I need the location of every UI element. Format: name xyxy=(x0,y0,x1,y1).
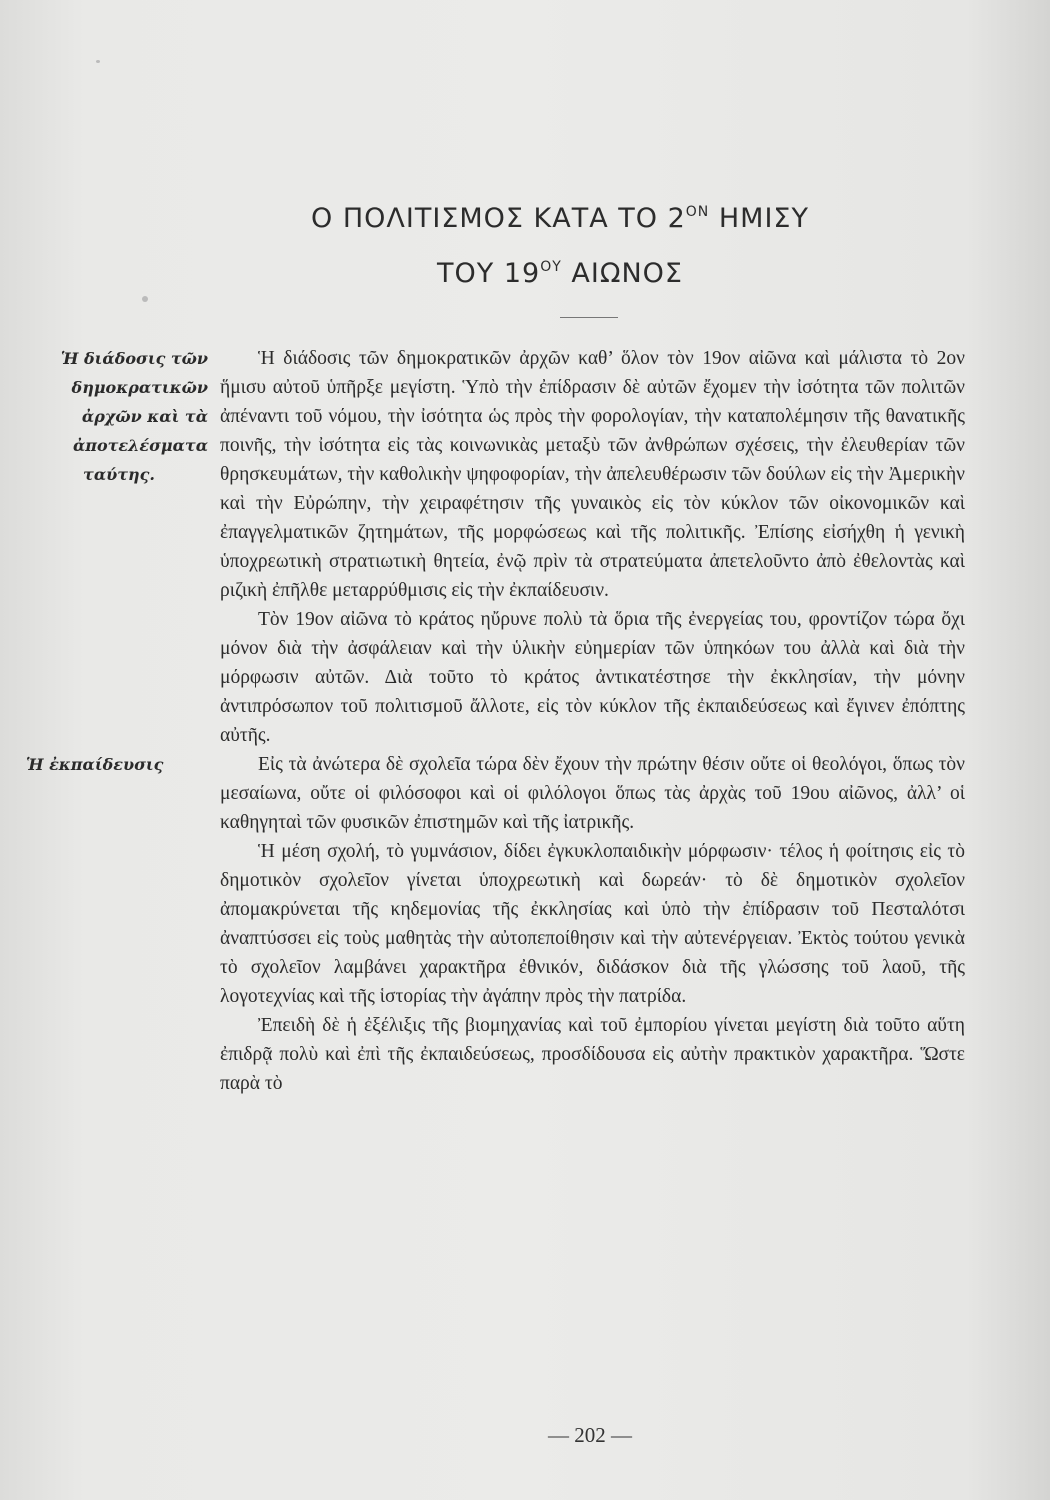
margin-note-diffusion xyxy=(30,344,208,489)
paper-speck xyxy=(96,60,100,63)
margin-note-line: ἀρχῶν καὶ τὰ xyxy=(81,407,208,426)
chapter-title-line-1 xyxy=(35,203,1050,234)
title-line-1-superscript: ΟΝ xyxy=(685,204,710,220)
page-number: — 202 — xyxy=(548,1423,632,1447)
paragraph: Ἐπειδὴ δὲ ἡ ἐξέλιξις τῆς βιομηχανίας καὶ τοῦ ἐμπορίου γίνεται μεγίστη διὰ τοῦτο αὕτη ἐπιδρᾷ πολὺ καὶ ἐπὶ τῆς ἐκπαιδεύσεως, προσδίδουσα εἰς αὐτὴν πρακτικὸν χαρακτῆρα. Ὥστε παρὰ τὸ xyxy=(220,1015,965,1094)
paragraph: Ἡ διάδοσις τῶν δημοκρατικῶν ἀρχῶν καθ’ ὅλον τὸν 19ον αἰῶνα καὶ μάλιστα τὸ 2ον ἥμισυ αὐτοῦ ὑπῆρξε μεγίστη. Ὑπὸ τὴν ἐπίδρασιν δὲ αὐτῶν ἔχομεν τὴν ἰσότητα τῶν πολιτῶν ἀπέναντι τοῦ νόμου, τὴν ἰσότητα ὡς πρὸς τὴν φορολογίαν, τὴν καταπολέμησιν τῆς θανατικῆς ποινῆς, τὴν ἰσότητα εἰς τὰς κοινωνικὰς μεταξὺ τῶν ἀνθρώπων σχέσεις, τὴν ἐλευθερίαν τῶν θρησκευμάτων, τὴν καθολικὴν ψηφοφορίαν, τὴν ἀπελευθέρωσιν τῶν δούλων εἰς τὴν Ἀμερικὴν καὶ τὴν Εὐρώπην, τὴν χειραφέτησιν τῆς γυναικὸς εἰς τὸν κύκλον τῶν οἰκονομικῶν καὶ ἐπαγγελματικῶν ζητημάτων, τῆς μορφώσεως καὶ τῆς πολιτικῆς. Ἐπίσης εἰσήχθη ἡ γενικὴ ὑποχρεωτικὴ στρατιωτικὴ θητεία, ἐνῷ πρὶν τὰ στρατεύματα ἀπετελοῦντο ἀπὸ ἐθελοντὰς καὶ ριζικὴ ἐπῆλθε μεταρρύθμισις εἰς τὴν ἐκπαίδευσιν. xyxy=(220,348,965,601)
chapter-title-line-2 xyxy=(35,258,1050,289)
body-text xyxy=(220,344,965,1098)
margin-note-line: ἀποτελέσματα xyxy=(72,436,208,455)
paragraph: Εἰς τὰ ἀνώτερα δὲ σχολεῖα τώρα δὲν ἔχουν τὴν πρώτην θέσιν οὔτε οἱ θεολόγοι, ὅπως τὸν μεσαίωνα, οὔτε οἱ φιλόσοφοι καὶ οἱ φιλόλογοι ὅπως τὰς ἀρχὰς τοῦ 19ου αἰῶνος, ἀλλ’ οἱ καθηγηταὶ τῶν φυσικῶν ἐπιστημῶν καὶ τῆς ἰατρικῆς. xyxy=(220,754,965,833)
paper-speck xyxy=(142,296,148,302)
margin-note-line: δημοκρατικῶν xyxy=(71,378,208,397)
title-line-1-text: Ο ΠΟΛΙΤΙΣΜΟΣ ΚΑΤΑ ΤΟ 2 xyxy=(311,203,686,234)
margin-note-education: Ἡ ἐκπαίδευσις xyxy=(26,755,164,774)
title-divider xyxy=(560,317,618,318)
title-line-1-tail: ΗΜΙΣΥ xyxy=(709,203,809,234)
paragraph: Τὸν 19ον αἰῶνα τὸ κράτος ηὔρυνε πολὺ τὰ ὅρια τῆς ἐνεργείας του, φροντίζον τώρα ὄχι μόνον διὰ τὴν ἀσφάλειαν καὶ τὴν ὑλικὴν εὐημερίαν τῶν ὑπηκόων του ἀλλὰ καὶ διὰ τὴν μόρφωσιν αὐτῶν. Διὰ τοῦτο τὸ κράτος ἀντικατέστησε τὴν ἐκκλησίαν, τὴν μόνην ἀντιπρόσωπον τοῦ πολιτισμοῦ ἄλλοτε, εἰς τὸν κύκλον τῆς ἐκπαιδεύσεως καὶ ἔγινεν ἐπόπτης αὐτῆς. xyxy=(220,609,965,746)
paragraph: Ἡ μέση σχολή, τὸ γυμνάσιον, δίδει ἐγκυκλοπαιδικὴν μόρφωσιν· τέλος ἡ φοίτησις εἰς τὸ δημοτικὸν σχολεῖον γίνεται ὑποχρεωτικὴ καὶ δωρεάν· τὸ δὲ δημοτικὸν σχολεῖον ἀπομακρύνεται τῆς κηδεμονίας τῆς ἐκκλησίας καὶ ὑπὸ τὴν ἐπίδρασιν τοῦ Πεσταλότσι ἀναπτύσσει εἰς τοὺς μαθητὰς τὴν αὐτοπεποίθησιν καὶ τὴν αὐτενέργειαν. Ἐκτὸς τούτου γενικὰ τὸ σχολεῖον λαμβάνει χαρακτῆρα ἐθνικόν, διδάσκον διὰ τῆς γλώσσης τοῦ λαοῦ, τῆς λογοτεχνίας καὶ τῆς ἱστορίας τὴν ἀγάπην πρὸς τὴν πατρίδα. xyxy=(220,841,965,1007)
margin-note-line: Ἡ διάδοσις τῶν xyxy=(60,349,208,368)
title-line-2-text: ΤΟΥ 19 xyxy=(437,258,541,289)
title-line-2-tail: ΑΙΩΝΟΣ xyxy=(561,258,683,289)
title-line-2-superscript: ΟΥ xyxy=(540,259,562,275)
margin-note-line: ταύτης. xyxy=(83,465,155,484)
